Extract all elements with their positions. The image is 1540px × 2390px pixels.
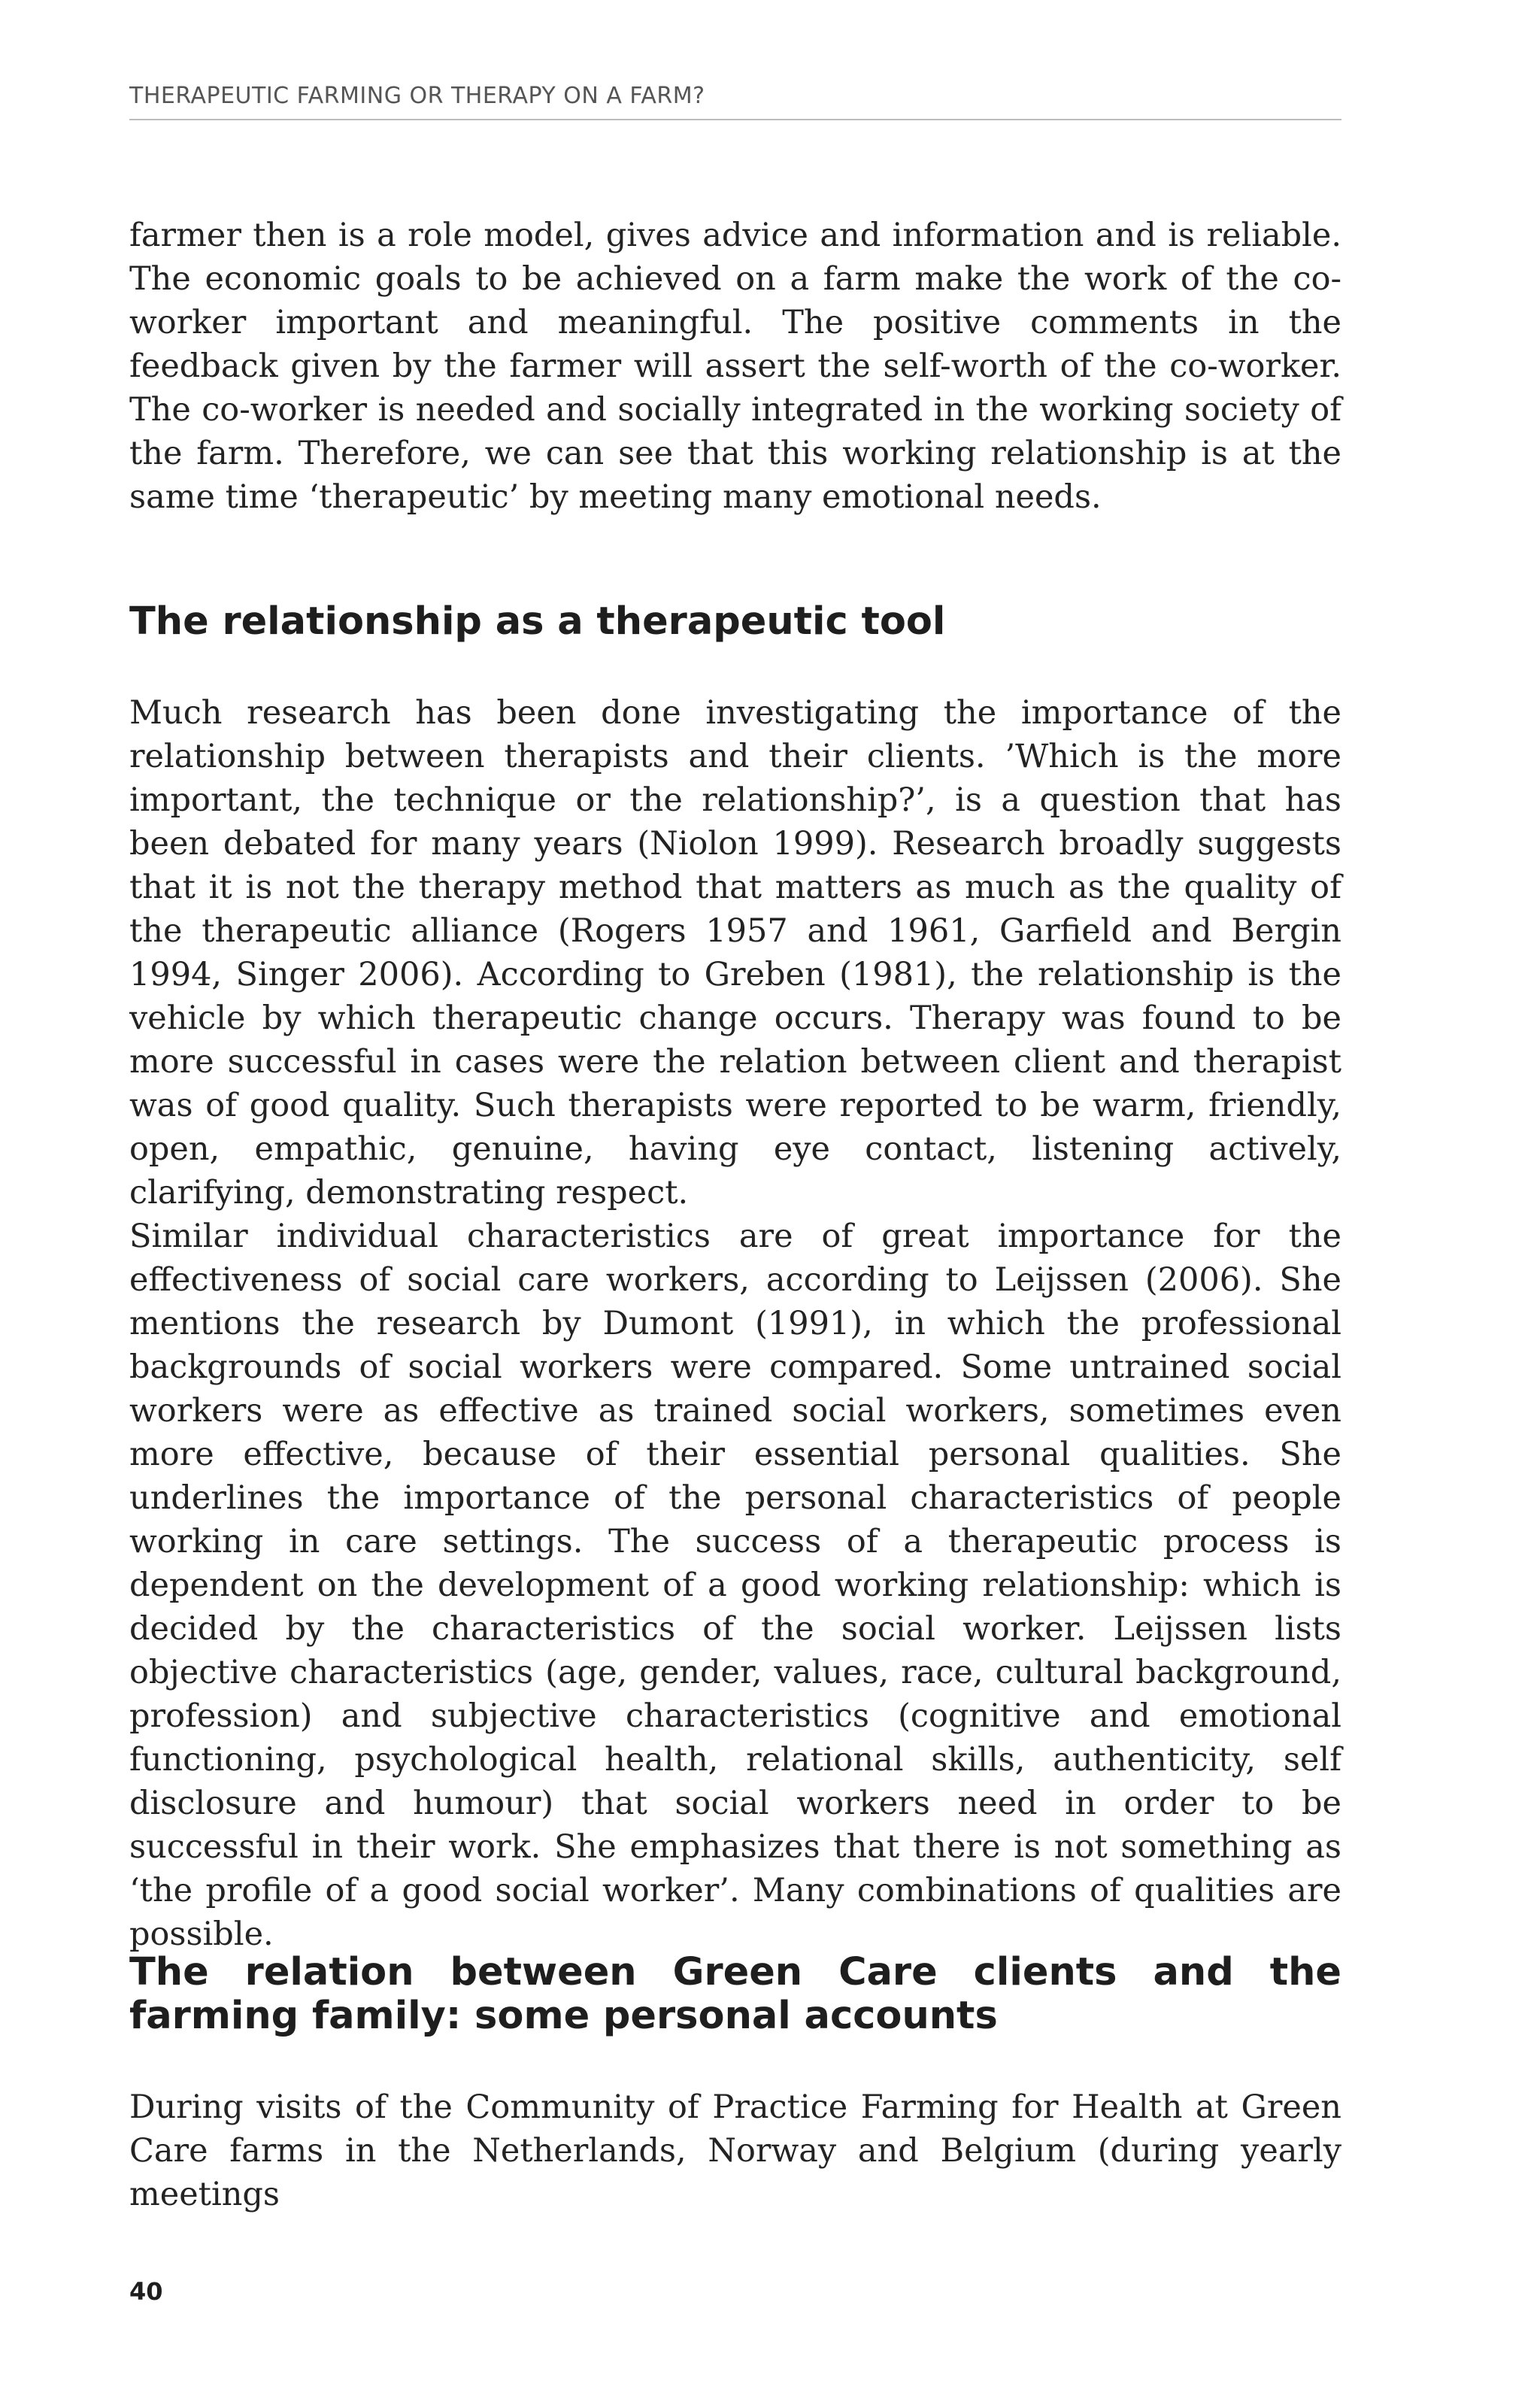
paragraph-visits: During visits of the Community of Practice Farming for Health at Green Care farms in the Netherlands, Norway and Belgium (during yearly meetings [129,2088,1341,2213]
section-heading-personal-accounts: The relation between Green Care clients and the farming family: some personal accounts [129,1950,1341,2038]
paragraph-social-workers: Similar individual characteristics are of great importance for the effectiveness of social care workers, according to Leijssen (2006). She mentions the research by Dumont (1991), in which the professional backgrounds of social workers were compared. Some untrained social workers were as effective as trained social workers, sometimes even more effective, because of their essential personal qualities. She underlines the importance of the personal characteristics of people working in care settings. The success of a therapeutic process is dependent on the development of a good working relationship: which is decided by the characteristics of the social worker. Leijssen lists objective characteristics (age, gender, values, race, cultural background, profession) and subjective characteristics (cognitive and emotional functioning, psychological health, relational skills, authenticity, self disclosure and humour) that social workers need in order to be successful in their work. She emphasizes that there is not something as ‘the profile of a good social worker’. Many combinations of qualities are possible. [129,1218,1341,1953]
header-rule [129,119,1341,120]
section-heading-therapeutic-tool: The relationship as a therapeutic tool [129,599,946,644]
running-head: THERAPEUTIC FARMING OR THERAPY ON A FARM? [129,83,705,109]
page-number: 40 [129,2277,163,2306]
paragraph-research: Much research has been done investigating the importance of the relationship between therapists and their clients. ’Which is the more important, the technique or the relationship?’, is a question that has been debated for many years (Niolon 1999). Research broadly suggests that it is not the therapy method that matters as much as the quality of the therapeutic alliance (Rogers 1957 and 1961, Garfield and Bergin 1994, Singer 2006). According to Greben (1981), the relationship is the vehicle by which therapeutic change occurs. Therapy was found to be more successful in cases were the relation between client and therapist was of good quality. Such therapists were reported to be warm, friendly, open, empathic, genuine, having eye contact, listening actively, clarifying, demonstrating respect. [129,694,1341,1212]
paragraph-intro: farmer then is a role model, gives advice and information and is reliable. The economic goals to be achieved on a farm make the work of the co-worker important and meaningful. The positive comments in the feedback given by the farmer will assert the self-worth of the co-worker. The co-worker is needed and socially integrated in the working society of the farm. Therefore, we can see that this working relationship is at the same time ‘therapeutic’ by meeting many emotional needs. [129,217,1341,516]
